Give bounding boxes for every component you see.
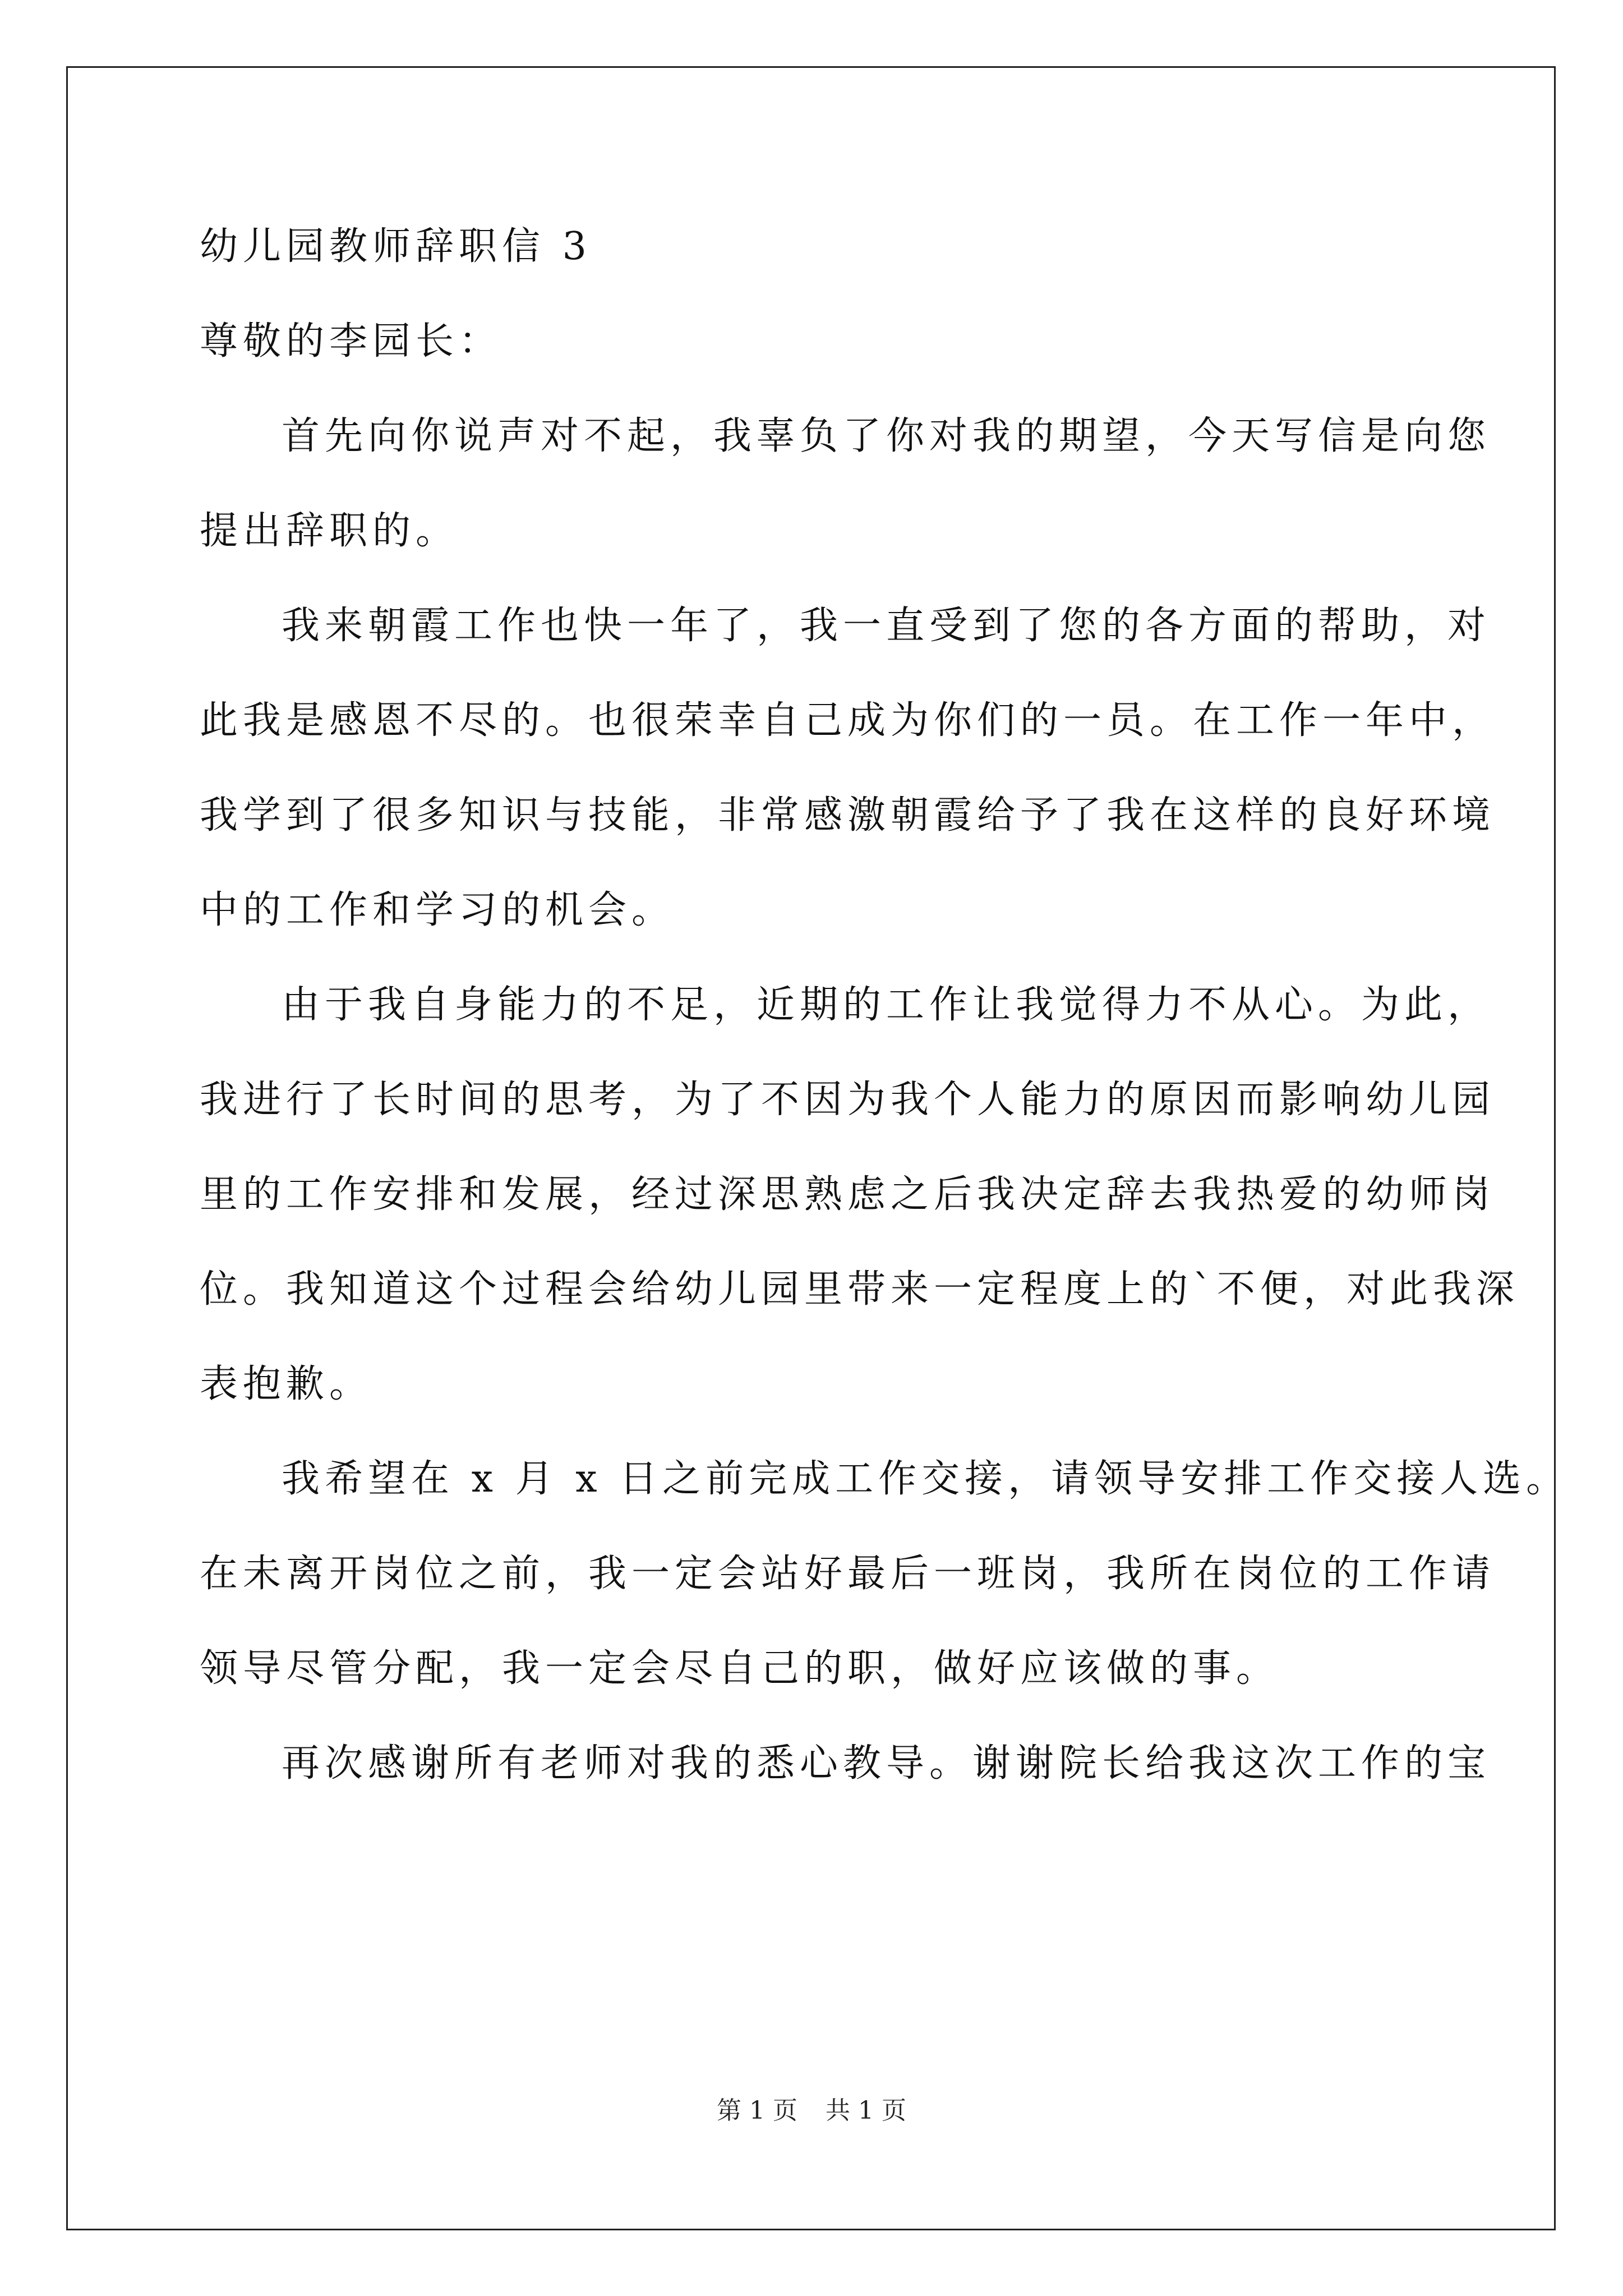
- paragraph-1-line-2: 提出辞职的。: [200, 509, 459, 553]
- paragraph-2-line-1: 我来朝霞工作也快一年了，我一直受到了您的各方面的帮助，对: [282, 604, 1491, 648]
- paragraph-2-line-3: 我学到了很多知识与技能，非常感激朝霞给予了我在这样的良好环境: [200, 793, 1496, 838]
- paragraph-3-line-1: 由于我自身能力的不足，近期的工作让我觉得力不从心。为此，: [282, 983, 1491, 1027]
- paragraph-2-line-4: 中的工作和学习的机会。: [200, 888, 675, 932]
- paragraph-4-line-1: 我希望在 x 月 x 日之前完成工作交接，请领导安排工作交接人选。: [282, 1457, 1570, 1501]
- paragraph-3-line-4: 位。我知道这个过程会给幼儿园里带来一定程度上的`不便，对此我深: [200, 1267, 1520, 1312]
- paragraph-1-line-1: 首先向你说声对不起，我辜负了你对我的期望，今天写信是向您: [282, 414, 1491, 458]
- paragraph-3-line-5: 表抱歉。: [200, 1362, 373, 1406]
- page-total: 共 1 页: [826, 2096, 906, 2125]
- paragraph-3-line-2: 我进行了长时间的思考，为了不因为我个人能力的原因而影响幼儿园: [200, 1078, 1496, 1122]
- document-title: 幼儿园教师辞职信 3: [200, 224, 592, 269]
- salutation: 尊敬的李园长：: [200, 319, 502, 364]
- page-number: 第 1 页: [717, 2096, 797, 2125]
- paragraph-5-line-1: 再次感谢所有老师对我的悉心教导。谢谢院长给我这次工作的宝: [282, 1741, 1491, 1786]
- document-body: [200, 224, 1570, 1836]
- paragraph-4-line-2: 在未离开岗位之前，我一定会站好最后一班岗，我所在岗位的工作请: [200, 1552, 1496, 1596]
- paragraph-3-line-3: 里的工作安排和发展，经过深思熟虑之后我决定辞去我热爱的幼师岗: [200, 1172, 1496, 1217]
- paragraph-4-line-3: 领导尽管分配，我一定会尽自己的职，做好应该做的事。: [200, 1646, 1280, 1691]
- page-footer: [0, 2095, 1623, 2127]
- paragraph-2-line-2: 此我是感恩不尽的。也很荣幸自己成为你们的一员。在工作一年中，: [200, 698, 1496, 743]
